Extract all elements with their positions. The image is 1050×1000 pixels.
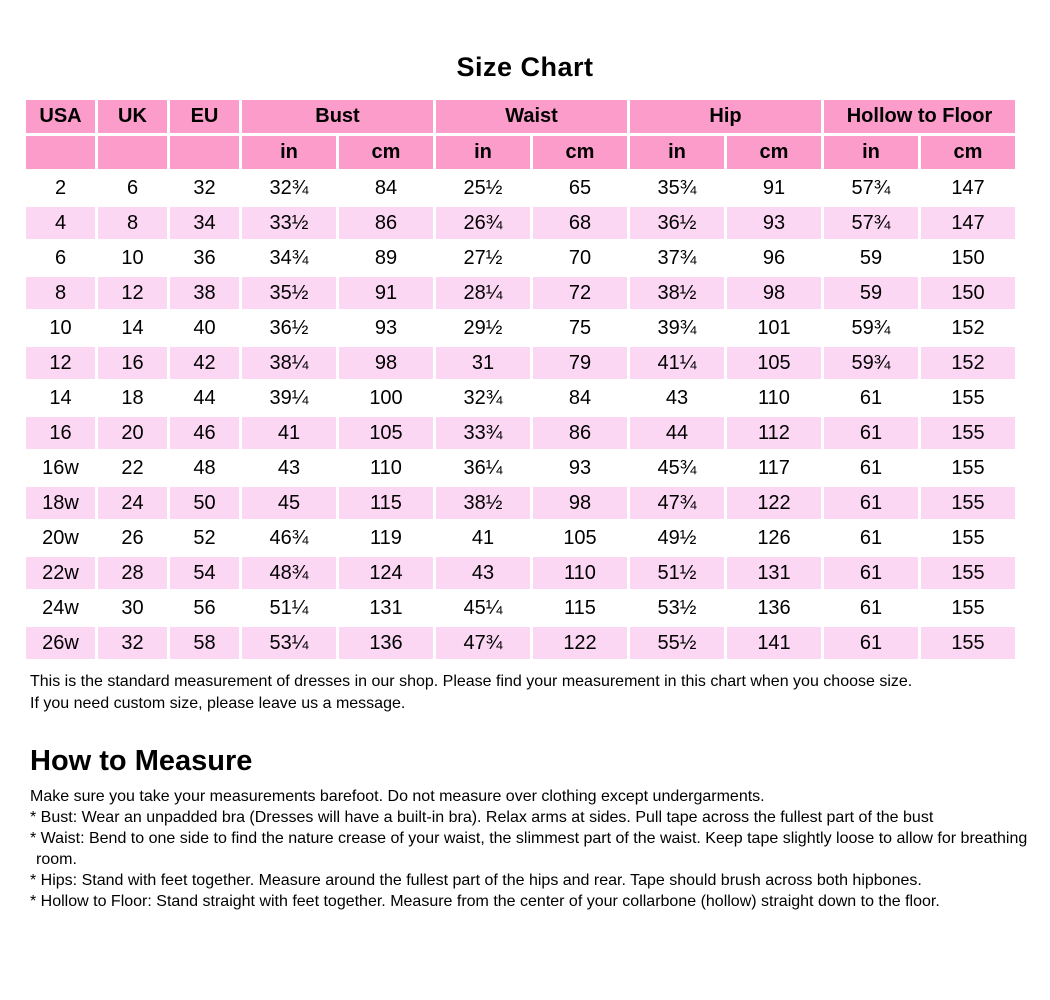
- size-cell: 96: [727, 242, 821, 274]
- size-cell: 12: [26, 347, 95, 379]
- size-cell: 47¾: [630, 487, 724, 519]
- size-cell: 47¾: [436, 627, 530, 659]
- size-cell: 54: [170, 557, 239, 589]
- size-cell: 110: [339, 452, 433, 484]
- column-group-header: Hip: [630, 100, 821, 133]
- size-cell: 110: [533, 557, 627, 589]
- size-cell: 32¾: [242, 172, 336, 204]
- size-cell: 72: [533, 277, 627, 309]
- measure-instruction-hollow: * Hollow to Floor: Stand straight with feet together. Measure from the center of your collarbone (hollow) straight down to the floor.: [30, 893, 940, 910]
- size-cell: 50: [170, 487, 239, 519]
- size-cell: 58: [170, 627, 239, 659]
- size-cell: 155: [921, 592, 1015, 624]
- table-body: [26, 172, 1015, 659]
- size-cell: 49½: [630, 522, 724, 554]
- unit-header: in: [630, 136, 724, 169]
- size-cell: 155: [921, 382, 1015, 414]
- unit-header: cm: [727, 136, 821, 169]
- size-cell: 45¼: [436, 592, 530, 624]
- size-cell: 24w: [26, 592, 95, 624]
- size-cell: 84: [339, 172, 433, 204]
- size-cell: 2: [26, 172, 95, 204]
- size-cell: 61: [824, 452, 918, 484]
- size-cell: 31: [436, 347, 530, 379]
- size-cell: 59: [824, 277, 918, 309]
- measure-instruction-bust: * Bust: Wear an unpadded bra (Dresses will have a built-in bra). Relax arms at sides. Pull tape across the fullest part of the bust: [30, 809, 934, 826]
- size-cell: 105: [727, 347, 821, 379]
- column-group-header: Hollow to Floor: [824, 100, 1015, 133]
- note-line: This is the standard measurement of dresses in our shop. Please find your measurement in this chart when you choose size.: [30, 673, 913, 690]
- size-cell: 61: [824, 382, 918, 414]
- size-cell: 51¼: [242, 592, 336, 624]
- size-cell: 28¼: [436, 277, 530, 309]
- size-cell: 33½: [242, 207, 336, 239]
- group-header-row: [26, 100, 1015, 133]
- size-row: [26, 627, 1015, 659]
- size-row: [26, 207, 1015, 239]
- size-cell: 100: [339, 382, 433, 414]
- size-cell: 18w: [26, 487, 95, 519]
- size-cell: 112: [727, 417, 821, 449]
- size-cell: 22w: [26, 557, 95, 589]
- measure-instruction-waist: * Waist: Bend to one side to find the nature crease of your waist, the slimmest part of the waist. Keep tape slightly loose to allow for breathing room.: [30, 830, 1028, 868]
- size-row: [26, 522, 1015, 554]
- size-cell: 46: [170, 417, 239, 449]
- size-cell: 16: [98, 347, 167, 379]
- size-cell: 152: [921, 312, 1015, 344]
- column-group-header: Waist: [436, 100, 627, 133]
- size-cell: 8: [26, 277, 95, 309]
- size-row: [26, 452, 1015, 484]
- size-cell: 61: [824, 417, 918, 449]
- size-cell: 10: [26, 312, 95, 344]
- size-row: [26, 172, 1015, 204]
- size-cell: 105: [533, 522, 627, 554]
- size-cell: 126: [727, 522, 821, 554]
- size-cell: 84: [533, 382, 627, 414]
- size-cell: 43: [242, 452, 336, 484]
- notes: [30, 671, 1030, 715]
- unit-header: in: [242, 136, 336, 169]
- size-cell: 61: [824, 627, 918, 659]
- size-cell: 155: [921, 522, 1015, 554]
- size-cell: 43: [630, 382, 724, 414]
- size-cell: 36¼: [436, 452, 530, 484]
- unit-header: [98, 136, 167, 169]
- size-cell: 56: [170, 592, 239, 624]
- size-cell: 105: [339, 417, 433, 449]
- size-cell: 18: [98, 382, 167, 414]
- size-cell: 45: [242, 487, 336, 519]
- size-cell: 28: [98, 557, 167, 589]
- size-cell: 38½: [630, 277, 724, 309]
- size-cell: 45¾: [630, 452, 724, 484]
- unit-header: in: [436, 136, 530, 169]
- size-row: [26, 277, 1015, 309]
- size-cell: 52: [170, 522, 239, 554]
- size-cell: 44: [630, 417, 724, 449]
- size-cell: 61: [824, 557, 918, 589]
- size-cell: 98: [533, 487, 627, 519]
- size-cell: 26w: [26, 627, 95, 659]
- unit-header-row: [26, 136, 1015, 169]
- size-cell: 59¾: [824, 312, 918, 344]
- unit-header: cm: [533, 136, 627, 169]
- size-cell: 33¾: [436, 417, 530, 449]
- size-cell: 41¼: [630, 347, 724, 379]
- size-cell: 57¾: [824, 207, 918, 239]
- size-cell: 86: [533, 417, 627, 449]
- size-cell: 91: [339, 277, 433, 309]
- measure-instruction: Make sure you take your measurements barefoot. Do not measure over clothing except undergarments.: [30, 788, 765, 805]
- size-cell: 20w: [26, 522, 95, 554]
- size-row: [26, 242, 1015, 274]
- size-cell: 14: [26, 382, 95, 414]
- size-cell: 35½: [242, 277, 336, 309]
- measure-instruction-hips: * Hips: Stand with feet together. Measure around the fullest part of the hips and rear. Tape should brush across both hipbones.: [30, 872, 922, 889]
- size-cell: 115: [339, 487, 433, 519]
- size-cell: 6: [26, 242, 95, 274]
- column-group-header: Bust: [242, 100, 433, 133]
- size-cell: 122: [727, 487, 821, 519]
- size-cell: 36: [170, 242, 239, 274]
- size-row: [26, 312, 1015, 344]
- size-cell: 39¼: [242, 382, 336, 414]
- size-cell: 101: [727, 312, 821, 344]
- size-row: [26, 382, 1015, 414]
- size-cell: 32: [170, 172, 239, 204]
- size-cell: 124: [339, 557, 433, 589]
- size-cell: 30: [98, 592, 167, 624]
- size-cell: 42: [170, 347, 239, 379]
- size-cell: 155: [921, 417, 1015, 449]
- note-line: If you need custom size, please leave us a message.: [30, 695, 406, 712]
- size-row: [26, 347, 1015, 379]
- size-cell: 93: [533, 452, 627, 484]
- size-cell: 131: [339, 592, 433, 624]
- size-cell: 8: [98, 207, 167, 239]
- size-cell: 26: [98, 522, 167, 554]
- size-cell: 41: [242, 417, 336, 449]
- size-cell: 65: [533, 172, 627, 204]
- size-cell: 37¾: [630, 242, 724, 274]
- size-cell: 122: [533, 627, 627, 659]
- size-cell: 79: [533, 347, 627, 379]
- size-cell: 16w: [26, 452, 95, 484]
- column-group-header: EU: [170, 100, 239, 133]
- size-cell: 147: [921, 207, 1015, 239]
- size-cell: 53¼: [242, 627, 336, 659]
- size-cell: 32: [98, 627, 167, 659]
- size-cell: 38¼: [242, 347, 336, 379]
- size-cell: 34: [170, 207, 239, 239]
- size-cell: 136: [727, 592, 821, 624]
- unit-header: [170, 136, 239, 169]
- size-cell: 59¾: [824, 347, 918, 379]
- size-cell: 110: [727, 382, 821, 414]
- size-row: [26, 592, 1015, 624]
- unit-header: cm: [921, 136, 1015, 169]
- size-cell: 131: [727, 557, 821, 589]
- size-cell: 40: [170, 312, 239, 344]
- size-cell: 61: [824, 522, 918, 554]
- size-cell: 155: [921, 452, 1015, 484]
- size-cell: 38: [170, 277, 239, 309]
- how-to-measure-heading: How to Measure: [30, 745, 253, 777]
- size-cell: 89: [339, 242, 433, 274]
- size-cell: 93: [339, 312, 433, 344]
- size-cell: 46¾: [242, 522, 336, 554]
- size-cell: 55½: [630, 627, 724, 659]
- unit-header: cm: [339, 136, 433, 169]
- size-cell: 61: [824, 592, 918, 624]
- size-cell: 6: [98, 172, 167, 204]
- size-cell: 141: [727, 627, 821, 659]
- size-cell: 20: [98, 417, 167, 449]
- column-group-header: UK: [98, 100, 167, 133]
- size-cell: 59: [824, 242, 918, 274]
- size-cell: 93: [727, 207, 821, 239]
- size-cell: 75: [533, 312, 627, 344]
- size-cell: 16: [26, 417, 95, 449]
- size-cell: 51½: [630, 557, 724, 589]
- size-cell: 155: [921, 627, 1015, 659]
- measure-instructions: [30, 786, 1030, 912]
- size-row: [26, 417, 1015, 449]
- size-cell: 48¾: [242, 557, 336, 589]
- size-cell: 41: [436, 522, 530, 554]
- size-cell: 35¾: [630, 172, 724, 204]
- size-cell: 152: [921, 347, 1015, 379]
- size-cell: 10: [98, 242, 167, 274]
- size-cell: 61: [824, 487, 918, 519]
- size-cell: 4: [26, 207, 95, 239]
- size-cell: 117: [727, 452, 821, 484]
- size-cell: 48: [170, 452, 239, 484]
- size-cell: 26¾: [436, 207, 530, 239]
- size-cell: 39¾: [630, 312, 724, 344]
- size-cell: 24: [98, 487, 167, 519]
- size-cell: 25½: [436, 172, 530, 204]
- size-cell: 53½: [630, 592, 724, 624]
- size-cell: 91: [727, 172, 821, 204]
- size-cell: 34¾: [242, 242, 336, 274]
- size-cell: 119: [339, 522, 433, 554]
- size-cell: 86: [339, 207, 433, 239]
- size-cell: 14: [98, 312, 167, 344]
- size-cell: 68: [533, 207, 627, 239]
- size-cell: 57¾: [824, 172, 918, 204]
- unit-header: in: [824, 136, 918, 169]
- size-cell: 150: [921, 242, 1015, 274]
- size-cell: 98: [339, 347, 433, 379]
- size-cell: 36½: [242, 312, 336, 344]
- column-group-header: USA: [26, 100, 95, 133]
- size-cell: 147: [921, 172, 1015, 204]
- table-header: [26, 100, 1015, 169]
- size-cell: 27½: [436, 242, 530, 274]
- size-cell: 44: [170, 382, 239, 414]
- size-chart-table: [23, 97, 1018, 662]
- size-cell: 36½: [630, 207, 724, 239]
- size-cell: 155: [921, 487, 1015, 519]
- size-cell: 22: [98, 452, 167, 484]
- size-cell: 150: [921, 277, 1015, 309]
- size-cell: 115: [533, 592, 627, 624]
- size-row: [26, 487, 1015, 519]
- size-row: [26, 557, 1015, 589]
- unit-header: [26, 136, 95, 169]
- size-cell: 43: [436, 557, 530, 589]
- size-cell: 136: [339, 627, 433, 659]
- size-cell: 70: [533, 242, 627, 274]
- size-cell: 12: [98, 277, 167, 309]
- size-cell: 38½: [436, 487, 530, 519]
- page-title: Size Chart: [456, 52, 594, 82]
- size-cell: 98: [727, 277, 821, 309]
- size-cell: 32¾: [436, 382, 530, 414]
- size-cell: 29½: [436, 312, 530, 344]
- size-cell: 155: [921, 557, 1015, 589]
